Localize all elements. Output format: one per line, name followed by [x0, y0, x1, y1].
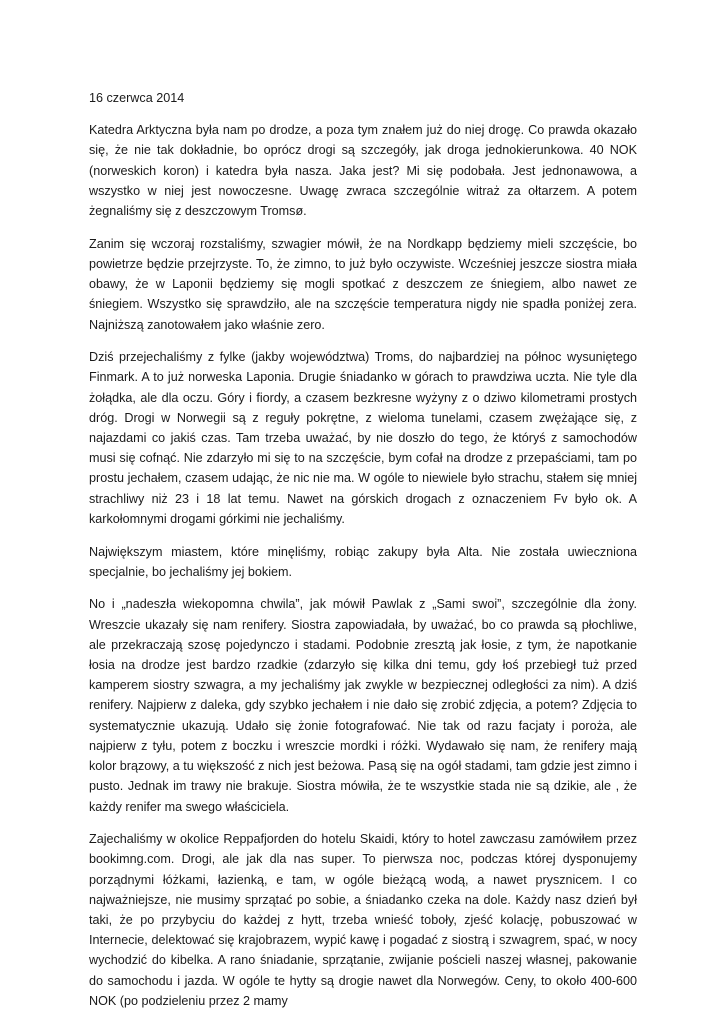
- paragraph-cathedral: Katedra Arktyczna była nam po drodze, a poza tym znałem już do niej drogę. Co prawda okazało się, że nie tak dokładnie, bo oprócz drogi są szczegóły, jak droga jednokierunkowa. 40 NOK (norweskich koron) i katedra była nasza. Jaka jest? Mi się podobała. Jest jednonawowa, a wszystko w niej jest nowoczesne. Uwagę zwraca szczególnie witraż za ołtarzem. A potem żegnaliśmy się z deszczowym Tromsø.: [89, 123, 637, 219]
- paragraph-weather: Zanim się wczoraj rozstaliśmy, szwagier mówił, że na Nordkapp będziemy mieli szczęście, bo powietrze będzie przejrzyste. To, że zimno, to już było oczywiste. Wcześniej jeszcze siostra miała obawy, że w Laponii będziemy się mogli spotkać z deszczem ze śniegiem, albo nawet ze śniegiem. Wszystko się sprawdziło, ale na szczęście temperatura nigdy nie spadła poniżej zera. Najniższą zanotowałem jako właśnie zero.: [89, 236, 637, 332]
- paragraph-hotel: Zajechaliśmy w okolice Reppafjorden do hotelu Skaidi, który to hotel zawczasu zamówiłem przez bookimng.com. Drogi, ale jak dla nas super. To pierwsza noc, podczas której dysponujemy porządnymi łóżkami, łazienką, e tam, w ogóle bieżącą wodą, a nawet prysznicem. I co najważniejsze, nie musimy sprzątać po sobie, a śniadanko czeka na dole. Każdy nasz dzień był taki, że po przybyciu do każdej z hytt, trzeba wnieść toboły, zjeść kolację, pobuszować w Internecie, delektować się krajobrazem, wypić kawę i pogadać z siostrą i szwagrem, spać, w nocy wychodzić do kibelka. A rano śniadanie, sprzątanie, zwijanie pościeli naszej własnej, pakowanie do samochodu i jazda. W ogóle te hytty są drogie nawet dla Norwegów. Ceny, to około 400-600 NOK (po podzieleniu przez 2 mamy: [89, 832, 637, 1008]
- document-page: [89, 88, 637, 1024]
- paragraph-finnmark: Dziś przejechaliśmy z fylke (jakby województwa) Troms, do najbardziej na północ wysuniętego Finmark. A to już norweska Laponia. Drugie śniadanko w górach to prawdziwa uczta. Nie tyle dla żołądka, ale dla oczu. Góry i fiordy, a czasem bezkresne wyżyny z o dziwo kilometrami prostych dróg. Drogi w Norwegii są z reguły pokrętne, z wieloma tunelami, czasem zwężające się, z najazdami co jakiś czas. Tam trzeba uważać, by nie doszło do tego, że któryś z samochodów musi się cofnąć. Nie zdarzyło mi się to na szczęście, bym cofał na drodze z przepaściami, tam po prostu jechałem, czasem udając, że nic nie ma. W ogóle to niewiele było strachu, stałem się mniej strachliwy niż 23 i 18 lat temu. Nawet na górskich drogach z oznaczeniem Fv było ok. A karkołomnymi drogami górkimi nie jechaliśmy.: [89, 350, 637, 526]
- document-date: 16 czerwca 2014: [89, 91, 185, 105]
- paragraph-alta: Największym miastem, które minęliśmy, robiąc zakupy była Alta. Nie została uwieczniona specjalnie, bo jechaliśmy jej bokiem.: [89, 544, 637, 579]
- paragraph-reindeer: No i „nadeszła wiekopomna chwila”, jak mówił Pawlak z „Sami swoi”, szczególnie dla żony. Wreszcie ukazały się nam renifery. Siostra zapowiadała, by uważać, bo co prawda są płochliwe, ale przekraczają szosę pojedynczo i stadami. Podobnie zresztą jak łosie, z tym, że napotkanie łosia na drodze jest bardzo rzadkie (zdarzyło się kilka dni temu, gdy łoś przebiegł tuż przed kamperem siostry szwagra, a my jechaliśmy jak zwykle w bezpiecznej odległości za nim). A dziś renifery. Najpierw z daleka, gdy szybko jechałem i nie dało się zrobić zdjęcia, a potem? Zdjęcia to systematycznie ukazują. Udało się żonie fotografować. Nie tak od razu facjaty i poroża, ale najpierw z tyłu, potem z boczku i wreszcie mordki i różki. Wydawało się nam, że renifery mają kolor brązowy, a tu większość z nich jest beżowa. Pasą się na ogół stadami, tam gdzie jest zimno i pusto. Jednak im trawy nie brakuje. Siostra mówiła, że te wszystkie stada nie są dzikie, ale , że każdy renifer ma swego właściciela.: [89, 597, 637, 814]
